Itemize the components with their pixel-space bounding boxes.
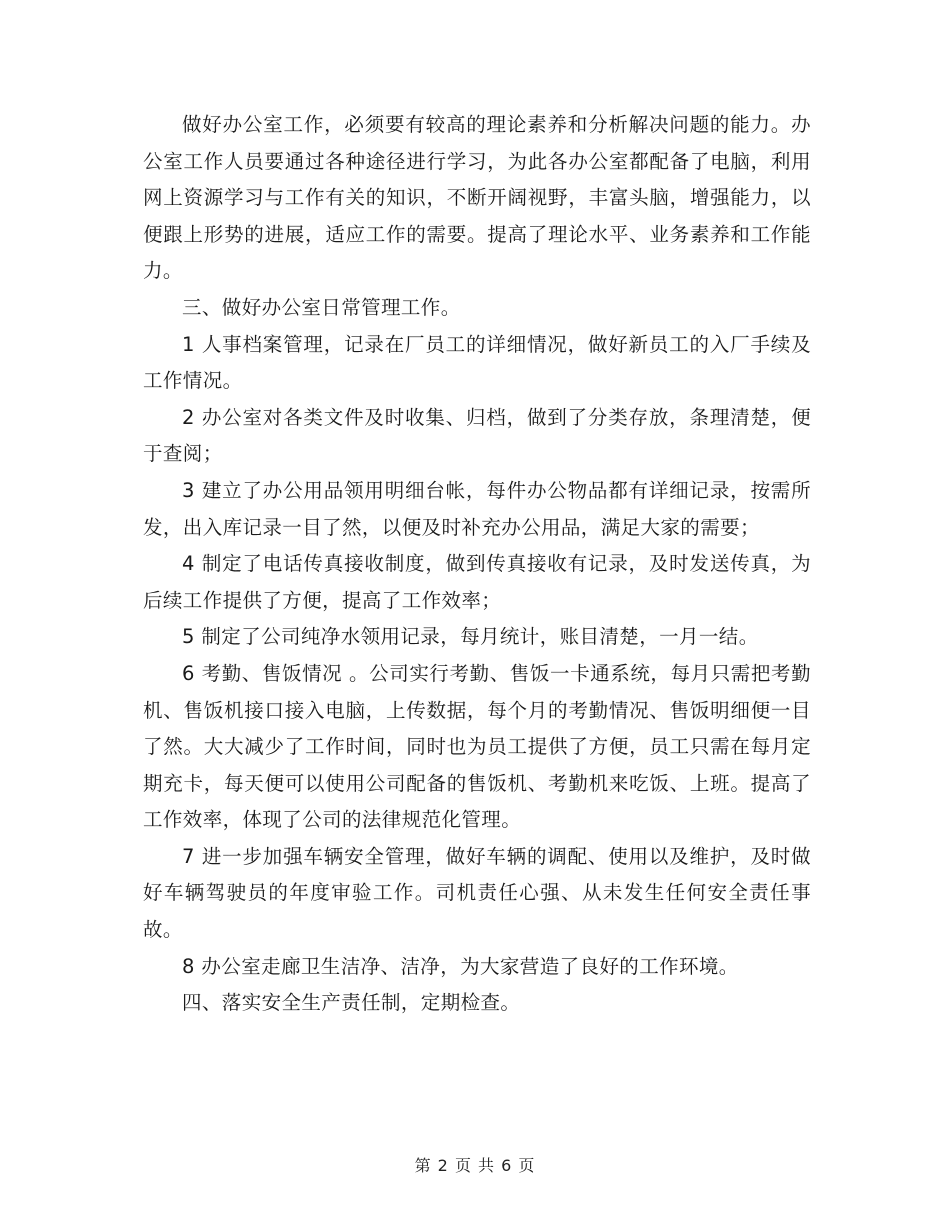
page-number-footer: 第 2 页 共 6 页 (414, 1156, 536, 1175)
list-item-4: 4 制定了电话传真接收制度，做到传真接收有记录，及时发送传真，为后续工作提供了方便，提高了工作效率； (143, 552, 811, 612)
list-item-8: 8 办公室走廊卫生洁净、洁净，为大家营造了良好的工作环境。 (182, 954, 739, 978)
document-body (143, 107, 811, 1022)
section-heading-4: 四、落实安全生产责任制，定期检查。 (182, 991, 521, 1015)
paragraph-study: 做好办公室工作，必须要有较高的理论素养和分析解决问题的能力。办公室工作人员要通过各种途径进行学习，为此各办公室都配备了电脑，利用网上资源学习与工作有关的知识，不断开阔视野，丰富头脑，增强能力，以便跟上形势的进展，适应工作的需要。提高了理论水平、业务素养和工作能力。 (143, 113, 811, 283)
list-item-6: 6 考勤、售饭情况 。公司实行考勤、售饭一卡通系统，每月只需把考勤机、售饭机接口接入电脑，上传数据，每个月的考勤情况、售饭明细便一目了然。大大减少了工作时间，同时也为员工提供了方便，员工只需在每月定期充卡，每天便可以使用公司配备的售饭机、考勤机来吃饭、上班。提高了工作效率，体现了公司的法律规范化管理。 (143, 661, 811, 832)
list-item-2: 2 办公室对各类文件及时收集、归档，做到了分类存放，条理清楚，便于查阅； (143, 405, 811, 466)
section-heading-3: 三、做好办公室日常管理工作。 (182, 295, 461, 319)
list-item-1: 1 人事档案管理，记录在厂员工的详细情况，做好新员工的入厂手续及工作情况。 (143, 332, 811, 393)
list-item-7: 7 进一步加强车辆安全管理，做好车辆的调配、使用以及维护，及时做好车辆驾驶员的年度审验工作。司机责任心强、从未发生任何安全责任事故。 (143, 844, 811, 942)
list-item-5: 5 制定了公司纯净水领用记录，每月统计，账目清楚，一月一结。 (182, 625, 759, 649)
list-item-3: 3 建立了办公用品领用明细台帐，每件办公物品都有详细记录，按需所发，出入库记录一目了然，以便及时补充办公用品，满足大家的需要； (143, 478, 811, 539)
